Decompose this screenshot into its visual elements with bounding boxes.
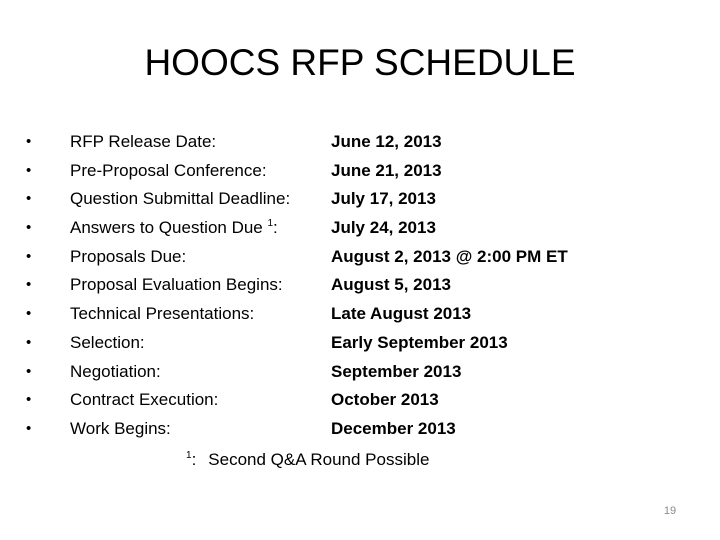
schedule-label: Proposal Evaluation Begins: [70,275,283,295]
schedule-label: Question Submittal Deadline: [70,189,291,209]
bullet-icon: • [26,391,32,409]
slide-title: HOOCS RFP SCHEDULE [144,42,576,83]
schedule-label: RFP Release Date: [70,132,217,151]
schedule-date: September 2013 [331,361,462,381]
schedule-date: June 12, 2013 [331,132,442,151]
schedule-row [26,329,706,358]
footnote-marker: $^1$: [186,450,197,469]
schedule-date: August 2, 2013 @ 2:00 PM ET [331,246,568,266]
bullet-icon: • [26,276,32,294]
footnote [186,446,429,474]
schedule-row [26,415,706,444]
schedule-date: Early September 2013 [331,332,508,352]
schedule-row [26,386,706,415]
schedule-row [26,185,706,214]
page-number: 19 [663,505,677,517]
bullet-icon: • [26,133,32,150]
schedule-date: June 21, 2013 [331,160,442,180]
schedule-date: Late August 2013 [331,304,472,324]
schedule-label: Pre-Proposal Conference: [70,160,267,180]
bullet-icon: • [26,247,32,265]
schedule-label: Selection: [70,332,145,352]
schedule-date: July 17, 2013 [331,189,436,209]
bullet-icon: • [26,190,32,208]
schedule-date: December 2013 [331,418,456,438]
bullet-icon: • [26,219,32,237]
schedule-label: Answers to Question Due $^1$: [70,218,278,238]
bullet-icon: • [26,362,32,380]
schedule-date: July 24, 2013 [331,218,436,238]
schedule-row [26,358,706,387]
schedule-row [26,157,706,186]
schedule-label: Negotiation: [70,361,161,381]
footnote-text: Second Q&A Round Possible [208,450,430,469]
schedule-label: Contract Execution: [70,390,219,410]
schedule-list [26,128,706,444]
bullet-icon: • [26,161,32,179]
schedule-row [26,271,706,300]
schedule-date: August 5, 2013 [331,275,451,295]
bullet-icon: • [26,333,32,351]
schedule-date: October 2013 [331,390,439,410]
schedule-row [26,214,706,243]
schedule-row [26,300,706,329]
schedule-row [26,128,706,157]
bullet-icon: • [26,305,32,323]
footnote-reference: 1 [267,218,274,230]
schedule-row [26,243,706,272]
bullet-icon: • [26,419,32,437]
schedule-label: Proposals Due: [70,246,187,266]
schedule-label: Technical Presentations: [70,304,255,324]
schedule-label: Work Begins: [70,418,171,438]
